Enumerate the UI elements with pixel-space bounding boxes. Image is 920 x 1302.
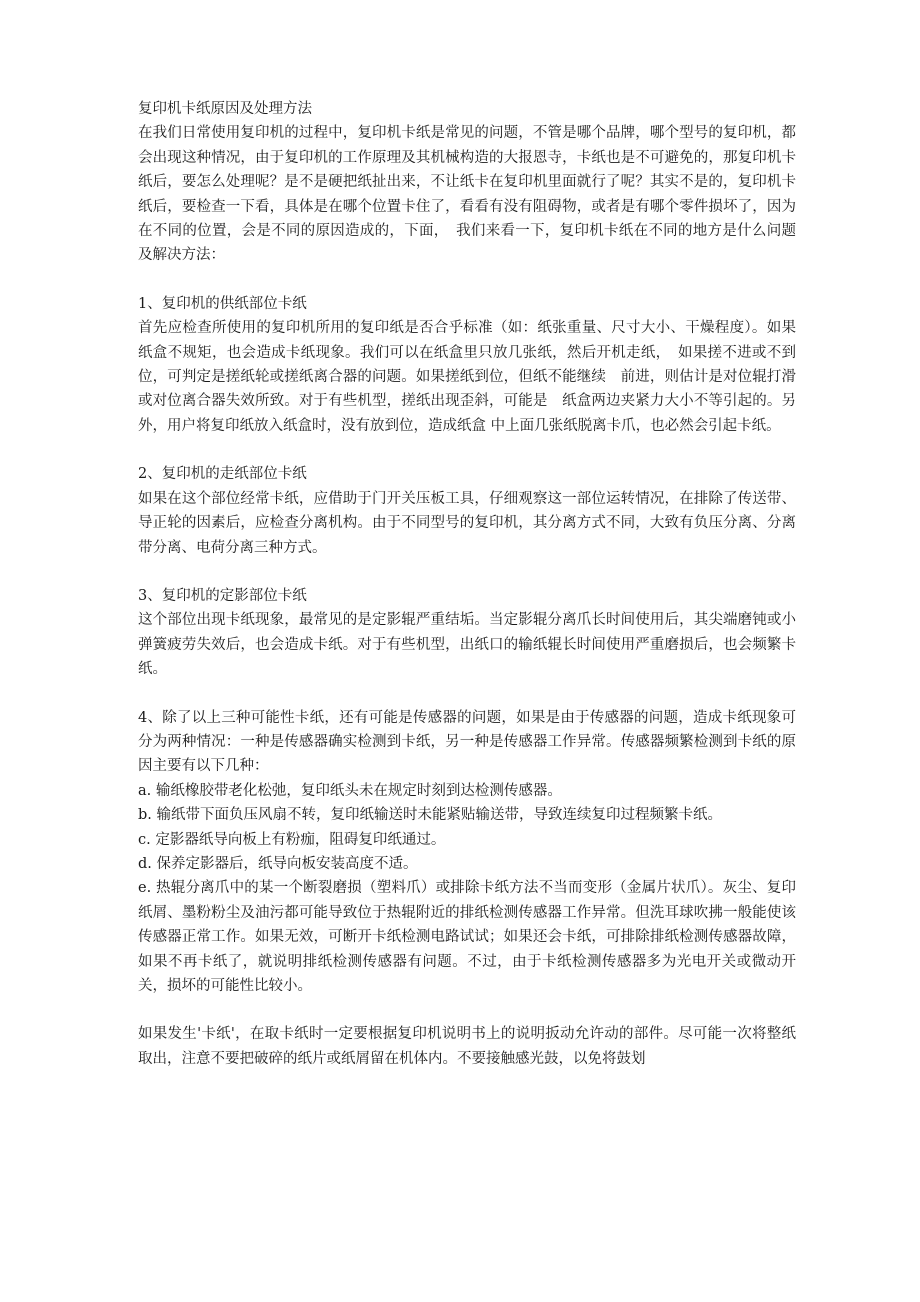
section-2-heading: 2、复印机的走纸部位卡纸 xyxy=(138,466,307,483)
list-item-d: d. 保养定影器后，纸导向板安装高度不适。 xyxy=(138,855,418,872)
list-item-b: b. 输纸带下面负压风扇不转，复印纸输送时未能紧贴输送带，导致连续复印过程频繁卡纸。 xyxy=(138,807,722,824)
section-1-heading: 1、复印机的供纸部位卡纸 xyxy=(138,295,307,312)
section-3-heading: 3、复印机的定影部位卡纸 xyxy=(138,587,307,604)
document-title: 复印机卡纸原因及处理方法 xyxy=(138,101,312,117)
section-3-body: 这个部位出现卡纸现象，最常见的是定影辊严重结垢。当定影辊分离爪长时间使用后，其尖端磨钝或小弹簧疲劳失效后，也会造成卡纸。对于有些机型，出纸口的输纸辊长时间使用严重磨损后，也会频繁卡纸。 xyxy=(138,612,796,678)
paragraph-gap xyxy=(138,998,796,1022)
paragraph-gap xyxy=(138,560,796,584)
section-2-body: 如果在这个部位经常卡纸，应借助于门开关压板工具，仔细观察这一部位运转情况，在排除了传送带、导正轮的因素后，应检查分离机构。由于不同型号的复印机，其分离方式不同，大致有负压分离、分离带分离、电荷分离三种方式。 xyxy=(138,490,796,556)
document-page xyxy=(138,97,796,1071)
closing-paragraph: 如果发生'卡纸'，在取卡纸时一定要根据复印机说明书上的说明扳动允许动的部件。尽可能一次将整纸取出，注意不要把破碎的纸片或纸屑留在机体内。不要接触感光鼓，以免将鼓划 xyxy=(138,1026,796,1067)
paragraph-gap xyxy=(138,438,796,462)
list-item-c: c. 定影器纸导向板上有粉痂，阻碍复印纸通过。 xyxy=(138,831,446,848)
intro-paragraph: 在我们日常使用复印机的过程中，复印机卡纸是常见的问题，不管是哪个品牌，哪个型号的复印机，都会出现这种情况，由于复印机的工作原理及其机械构造的大报恩寺，卡纸也是不可避免的，那复印机卡纸后，要怎么处理呢？是不是硬把纸扯出来，不让纸卡在复印机里面就行了呢？其实不是的，复印机卡纸后，要检查一下看，具体是在哪个位置卡住了，看看有没有阻碍物，或者是有哪个零件损坏了，因为在不同的位置，会是不同的原因造成的，下面， 我们来看一下，复印机卡纸在不同的地方是什么问题及解决方法： xyxy=(138,125,796,264)
section-4-body: 4、除了以上三种可能性卡纸，还有可能是传感器的问题，如果是由于传感器的问题，造成卡纸现象可分为两种情况：一种是传感器确实检测到卡纸，另一种是传感器工作异常。传感器频繁检测到卡纸的原因主要有以下几种： xyxy=(138,709,796,775)
paragraph-gap xyxy=(138,682,796,706)
section-1-body: 首先应检查所使用的复印机所用的复印纸是否合乎标准（如：纸张重量、尺寸大小、干燥程度）。如果纸盒不规矩，也会造成卡纸现象。我们可以在纸盒里只放几张纸，然后开机走纸， 如果搓不进或不到位，可判定是搓纸轮或搓纸离合器的问题。如果搓纸到位，但纸不能继续 前进，则估计是对位辊打滑或对位离合器失效所致。对于有些机型，搓纸出现歪斜，可能是 纸盒两边夹紧力大小不等引起的。另外，用户将复印纸放入纸盒时，没有放到位，造成纸盒 中上面几张纸脱离卡爪，也必然会引起卡纸。 xyxy=(138,320,796,434)
list-item-e: e. 热辊分离爪中的某一个断裂磨损（塑料爪）或排除卡纸方法不当而变形（金属片状爪）。灰尘、复印纸屑、墨粉粉尘及油污都可能导致位于热辊附近的排纸检测传感器工作异常。但洗耳球吹拂一般能使该传感器正常工作。如果无效，可断开卡纸检测电路试试；如果还会卡纸，可排除排纸检测传感器故障，如果不再卡纸了，就说明排纸检测传感器有问题。不过，由于卡纸检测传感器多为光电开关或微动开关，损坏的可能性比较小。 xyxy=(138,880,796,994)
list-item-a: a. 输纸橡胶带老化松弛，复印纸头未在规定时刻到达检测传感器。 xyxy=(138,782,562,799)
paragraph-gap xyxy=(138,268,796,292)
